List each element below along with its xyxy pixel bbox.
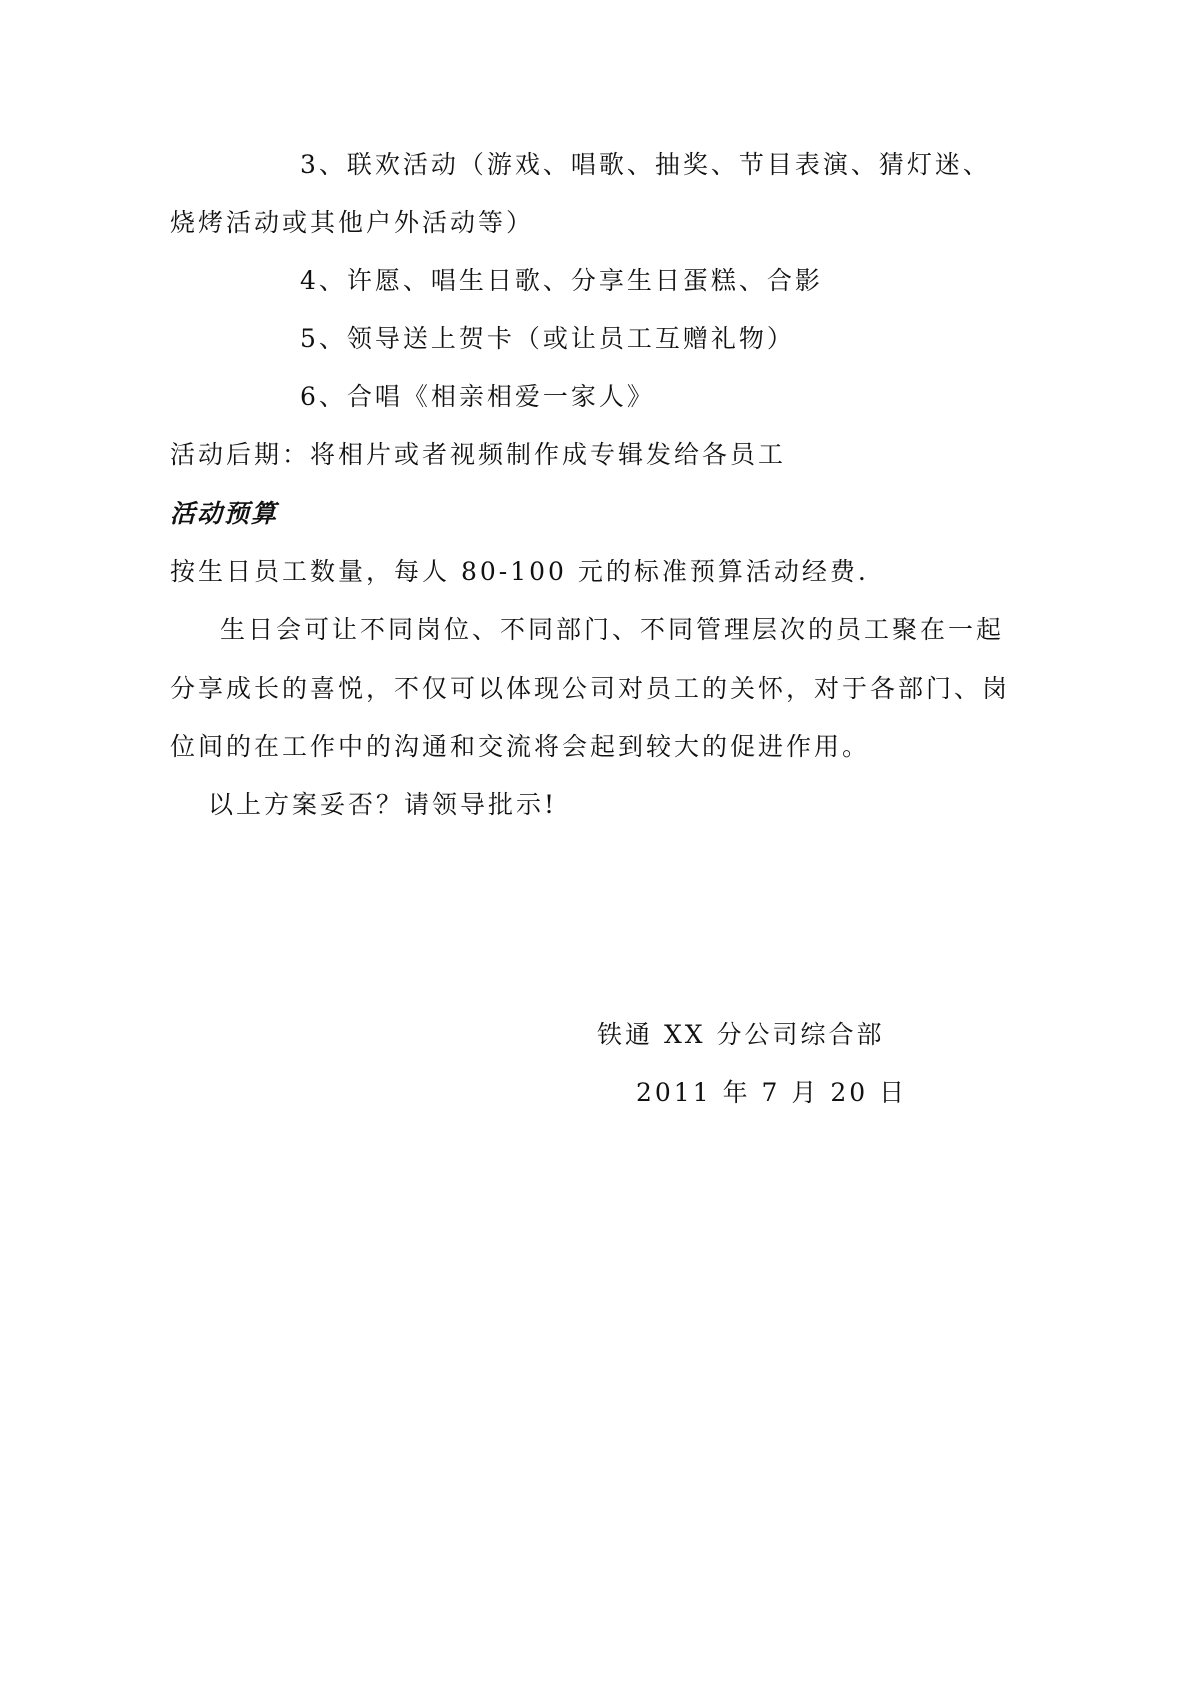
agenda-item-5: 5、领导送上贺卡（或让员工互赠礼物）: [300, 324, 795, 353]
summary-line-1: 生日会可让不同岗位、不同部门、不同管理层次的员工聚在一起: [220, 615, 1005, 644]
agenda-item-4: 4、许愿、唱生日歌、分享生日蛋糕、合影: [300, 266, 823, 295]
approval-request: 以上方案妥否？请领导批示!: [208, 790, 558, 819]
signature-department: 铁通 XX 分公司综合部: [597, 1020, 885, 1049]
budget-text: 按生日员工数量，每人 80-100 元的标准预算活动经费.: [170, 557, 869, 586]
summary-line-3: 位间的在工作中的沟通和交流将会起到较大的促进作用。: [170, 732, 871, 761]
signature-date: 2011 年 7 月 20 日: [636, 1078, 908, 1107]
budget-heading: 活动预算: [170, 499, 279, 528]
agenda-item-6: 6、合唱《相亲相爱一家人》: [300, 382, 655, 411]
agenda-item-3-line-2: 烧烤活动或其他户外活动等）: [170, 208, 535, 237]
post-activity-text: 活动后期：将相片或者视频制作成专辑发给各员工: [170, 440, 787, 469]
summary-line-2: 分享成长的喜悦，不仅可以体现公司对员工的关怀，对于各部门、岗: [170, 674, 1011, 703]
agenda-item-3-line-1: 3、联欢活动（游戏、唱歌、抽奖、节目表演、猜灯迷、: [300, 150, 991, 179]
